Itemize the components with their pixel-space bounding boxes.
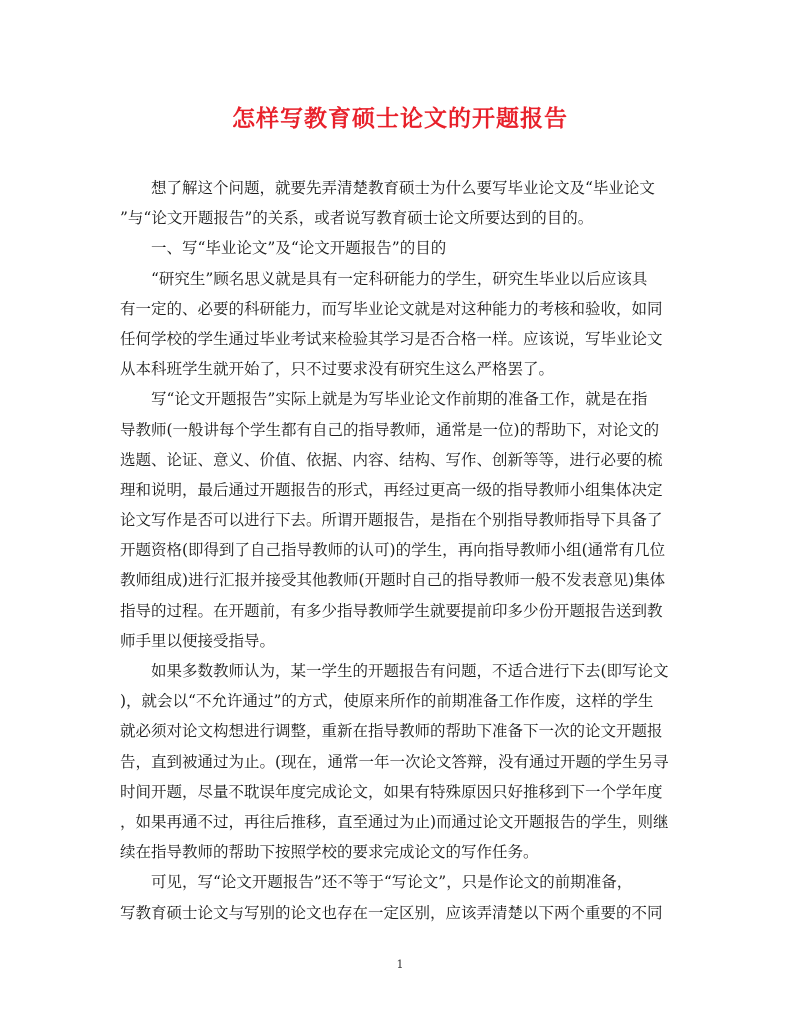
body-line: 写教育硕士论文与写别的论文也存在一定区别，应该弄清楚以下两个重要的不同 (120, 903, 663, 922)
body-line: 开题资格(即得到了自己指导教师的认可)的学生，再向指导教师小组(通常有几位 (120, 541, 666, 560)
body-line: 写“论文开题报告”实际上就是为写毕业论文作前期的准备工作，就是在指 (151, 390, 648, 409)
body-line: 可见，写“论文开题报告”还不等于“写论文”，只是作论文的前期准备， (151, 873, 633, 892)
body-line: 导教师(一般讲每个学生都有自己的指导教师，通常是一位)的帮助下，对论文的 (120, 420, 660, 439)
body-line: “研究生”顾名思义就是具有一定科研能力的学生，研究生毕业以后应该具 (151, 269, 648, 288)
body-line: 指导的过程。在开题前，有多少指导教师学生就要提前印多少份开题报告送到教 (120, 601, 663, 620)
body-line: 理和说明，最后通过开题报告的形式，再经过更高一级的指导教师小组集体决定 (120, 480, 663, 499)
body-line: 论文写作是否可以进行下去。所谓开题报告，是指在个别指导教师指导下具备了 (120, 511, 663, 530)
body-line: 就必须对论文构想进行调整，重新在指导教师的帮助下准备下一次的论文开题报 (120, 722, 663, 741)
body-line: 任何学校的学生通过毕业考试来检验其学习是否合格一样。应该说，写毕业论文 (120, 329, 663, 348)
body-line: 想了解这个问题，就要先弄清楚教育硕士为什么要写毕业论文及“毕业论文 (151, 179, 655, 197)
page-number: 1 (396, 958, 404, 971)
body-line: ，如果再通不过，再往后推移，直至通过为止)而通过论文开题报告的学生，则继 (120, 812, 669, 831)
body-line: )，就会以“不允许通过”的方式，使原来所作的前期准备工作作废，这样的学生 (120, 692, 654, 711)
body-line: 时间开题，尽量不耽误年度完成论文，如果有特殊原因只好推移到下一个学年度 (120, 782, 663, 801)
body-line: 教师组成)进行汇报并接受其他教师(开题时自己的指导教师一般不发表意见)集体 (120, 571, 666, 590)
body-line: 告，直到被通过为止。(现在，通常一年一次论文答辩，没有通过开题的学生另寻 (120, 752, 669, 771)
body-line: 续在指导教师的帮助下按照学校的要求完成论文的写作任务。 (120, 843, 539, 862)
body-line: 从本科班学生就开始了，只不过要求没有研究生这么严格罢了。 (120, 360, 555, 379)
section-heading: 一、写“毕业论文”及“论文开题报告”的目的 (151, 239, 447, 258)
document-body (120, 173, 678, 928)
body-line: 师手里以便接受指导。 (120, 631, 276, 650)
document-title: 怎样写教育硕士论文的开题报告 (232, 105, 568, 132)
body-line: ”与“论文开题报告”的关系，或者说写教育硕士论文所要达到的目的。 (120, 209, 594, 228)
body-line: 选题、论证、意义、价值、依据、内容、结构、写作、创新等等，进行必要的梳 (120, 450, 663, 469)
body-line: 有一定的、必要的科研能力，而写毕业论文就是对这种能力的考核和验收，如同 (120, 299, 663, 318)
body-line: 如果多数教师认为，某一学生的开题报告有问题，不适合进行下去(即写论文 (151, 662, 669, 680)
